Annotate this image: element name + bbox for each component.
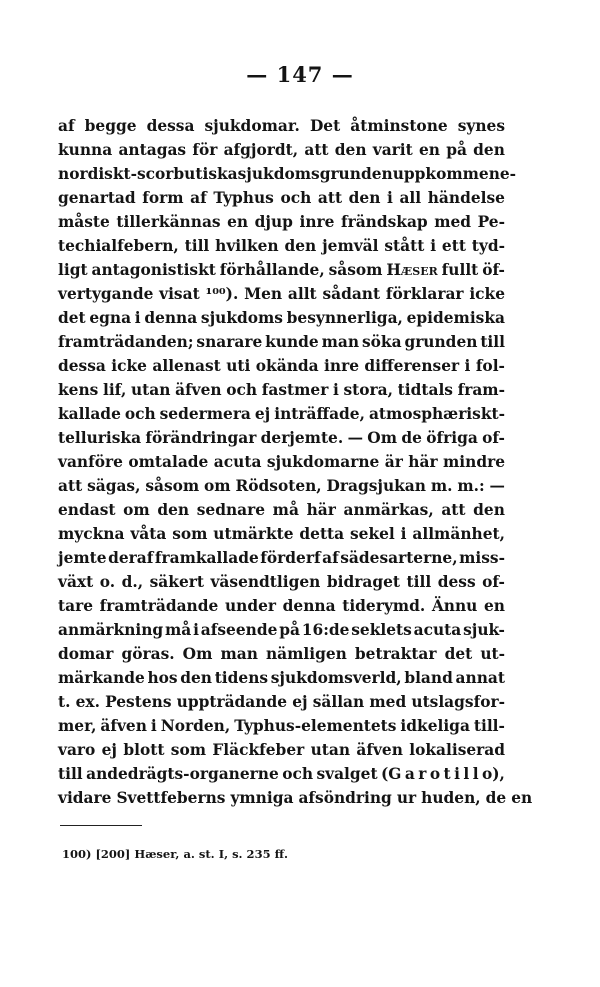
- text-line: växt o. d., säkert väsendtligen bidraget till dess of-: [58, 573, 505, 591]
- text-line: till andedrägts-organerne och svalget (G a r o t i l l o),: [58, 765, 505, 783]
- text-line: anmärkning må i afseende på 16:de seklets acuta sjuk-: [58, 621, 505, 639]
- text-line: mer, äfven i Norden, Typhus-elementets idkeliga till-: [58, 717, 505, 735]
- text-line: framträdanden; snarare kunde man söka grunden till: [58, 333, 505, 351]
- text-line: jemte deraf framkallade förderf af sädesarterne, miss-: [58, 549, 505, 567]
- text-line: af begge dessa sjukdomar. Det åtminstone synes: [58, 117, 505, 135]
- text-line: vertygande visat ¹⁰⁰). Men allt sådant förklarar icke: [58, 285, 505, 303]
- text-line: vanföre omtalade acuta sjukdomarne är här mindre: [58, 453, 505, 471]
- text-line: t. ex. Pestens uppträdande ej sällan med utslagsfor-: [58, 693, 505, 711]
- text-line: dessa icke allenast uti okända inre differenser i fol-: [58, 357, 505, 375]
- text-line: varo ej blott som Fläckfeber utan äfven lokaliserad: [58, 741, 505, 759]
- page-number: — 147 —: [246, 62, 354, 87]
- text-line: måste tillerkännas en djup inre frändskap med Pe-: [58, 213, 505, 231]
- footnote: 100) [200] Hæser, a. st. I, s. 235 ff.: [62, 847, 289, 861]
- text-line: kens lif, utan äfven och fastmer i stora, tidtals fram-: [58, 381, 505, 399]
- text-line: ligt antagonistiskt förhållande, såsom Hæser fullt öf-: [58, 261, 505, 279]
- text-line: att sägas, såsom om Rödsoten, Dragsjukan m. m.: —: [58, 477, 505, 495]
- text-line: tare framträdande under denna tiderymd. Ännu en: [58, 597, 505, 615]
- text-line: domar göras. Om man nämligen betraktar det ut-: [58, 645, 505, 663]
- text-line: endast om den sednare må här anmärkas, att den: [58, 501, 505, 519]
- text-line: vidare Svettfeberns ymniga afsöndring ur huden, de en: [58, 789, 533, 807]
- text-line: märkande hos den tidens sjukdomsverld, bland annat: [58, 669, 505, 687]
- text-line: det egna i denna sjukdoms besynnerliga, epidemiska: [58, 309, 505, 327]
- footnote-rule: [60, 825, 142, 826]
- text-line: kunna antagas för afgjordt, att den varit en på den: [58, 141, 505, 159]
- text-line: nordiskt-scorbutiska sjukdomsgrunden uppkommen e-: [58, 165, 517, 183]
- text-line: myckna våta som utmärkte detta sekel i allmänhet,: [58, 525, 505, 543]
- text-line: genartad form af Typhus och att den i all händelse: [58, 189, 505, 207]
- text-line: techialfebern, till hvilken den jemväl stått i ett tyd-: [58, 237, 505, 255]
- text-line: telluriska förändringar derjemte. — Om de öfriga of-: [58, 429, 505, 447]
- body-text: [58, 114, 533, 810]
- text-line: kallade och sedermera ej inträffade, atmosphæriskt-: [58, 405, 505, 423]
